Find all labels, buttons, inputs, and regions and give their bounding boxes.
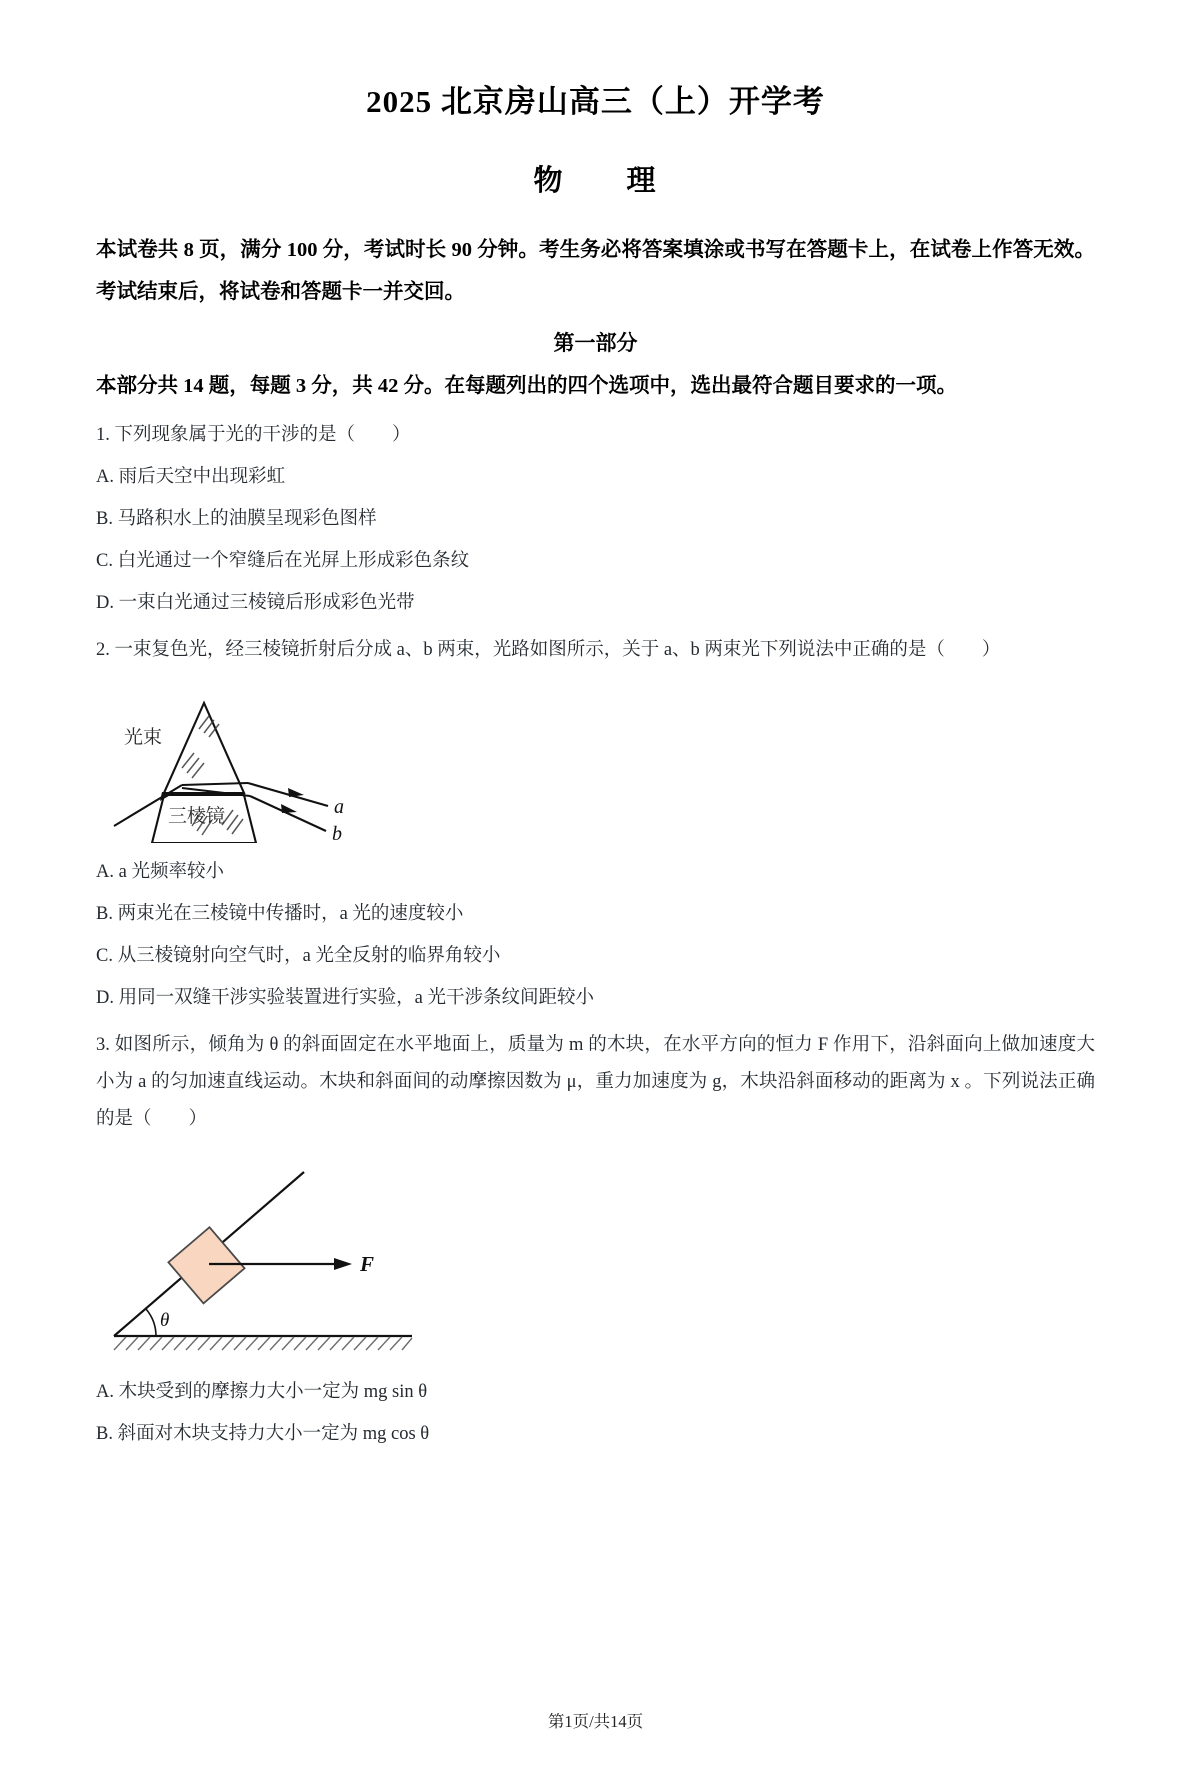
option-c[interactable]: C. 白光通过一个窄缝后在光屏上形成彩色条纹 — [96, 551, 470, 572]
block-shape — [168, 1228, 244, 1304]
question-block — [96, 417, 1095, 622]
option-b[interactable]: B. 马路积水上的油膜呈现彩色图样 — [96, 509, 377, 530]
page-footer: 第1页/共14页 — [547, 1712, 644, 1731]
option-d[interactable]: D. 用同一双缝干涉实验装置进行实验，a 光干涉条纹间距较小 — [96, 988, 594, 1009]
part-one-heading: 第一部分 — [553, 331, 638, 356]
prism-body-label: 三棱镜 — [168, 806, 226, 828]
option-a[interactable]: A. 雨后天空中出现彩虹 — [96, 467, 286, 488]
force-arrow-head — [334, 1258, 352, 1270]
option-a[interactable]: A. 木块受到的摩擦力大小一定为 mg sin θ — [96, 1382, 428, 1403]
exam-page — [0, 82, 1191, 1766]
angle-arc — [146, 1309, 156, 1336]
force-f-label: F — [360, 1252, 375, 1277]
question-number: 2. — [96, 640, 110, 661]
question-number: 1. — [96, 425, 110, 446]
question-block — [96, 1027, 1095, 1453]
inclined-plane-figure — [96, 1154, 1095, 1369]
prism-beam-label: 光束 — [124, 727, 163, 749]
question-block — [96, 632, 1095, 1017]
option-b[interactable]: B. 两束光在三棱镜中传播时，a 光的速度较小 — [96, 904, 464, 925]
prism-refraction-figure — [106, 683, 1095, 848]
question-text: 一束复色光，经三棱镜折射后分成 a、b 两束，光路如图所示，关于 a、b 两束光下列说法中正确的是（ ） — [114, 640, 1001, 661]
question-stem — [96, 1027, 1095, 1138]
option-d[interactable]: D. 一束白光通过三棱镜后形成彩色光带 — [96, 593, 415, 614]
option-b[interactable]: B. 斜面对木块支持力大小一定为 mg cos θ — [96, 1424, 430, 1445]
ray-a-label: a — [334, 796, 344, 819]
option-a[interactable]: A. a 光频率较小 — [96, 862, 224, 883]
page-title: 2025 北京房山高三（上）开学考 — [366, 84, 825, 119]
prism-refraction-diagram — [106, 683, 406, 843]
option-c[interactable]: C. 从三棱镜射向空气时，a 光全反射的临界角较小 — [96, 946, 501, 967]
exam-instructions: 本试卷共 8 页，满分 100 分，考试时长 90 分钟。考生务必将答案填涂或书写在答题卡上，在试卷上作答无效。考试结束后，将试卷和答题卡一并交回。 — [96, 239, 1095, 304]
question-stem — [96, 632, 1095, 669]
part-one-note: 本部分共 14 题，每题 3 分，共 42 分。在每题列出的四个选项中，选出最符合题目要求的一项。 — [96, 375, 957, 398]
question-stem — [96, 417, 1095, 454]
subject-title: 物 理 — [533, 165, 658, 198]
question-text: 如图所示，倾角为 θ 的斜面固定在水平地面上，质量为 m 的木块，在水平方向的恒力 F 作用下，沿斜面向上做加速度大小为 a 的匀加速直线运动。木块和斜面间的动摩擦因数为 μ，重力加速度为 g，木块沿斜面移动的距离为 x 。下列说法正确的是（ ） — [96, 1035, 1096, 1130]
inclined-plane-diagram — [96, 1154, 516, 1364]
question-number: 3. — [96, 1035, 110, 1056]
ray-b-label: b — [332, 823, 342, 844]
question-text: 下列现象属于光的干涉的是（ ） — [114, 425, 411, 446]
angle-theta-label: θ — [160, 1310, 170, 1332]
